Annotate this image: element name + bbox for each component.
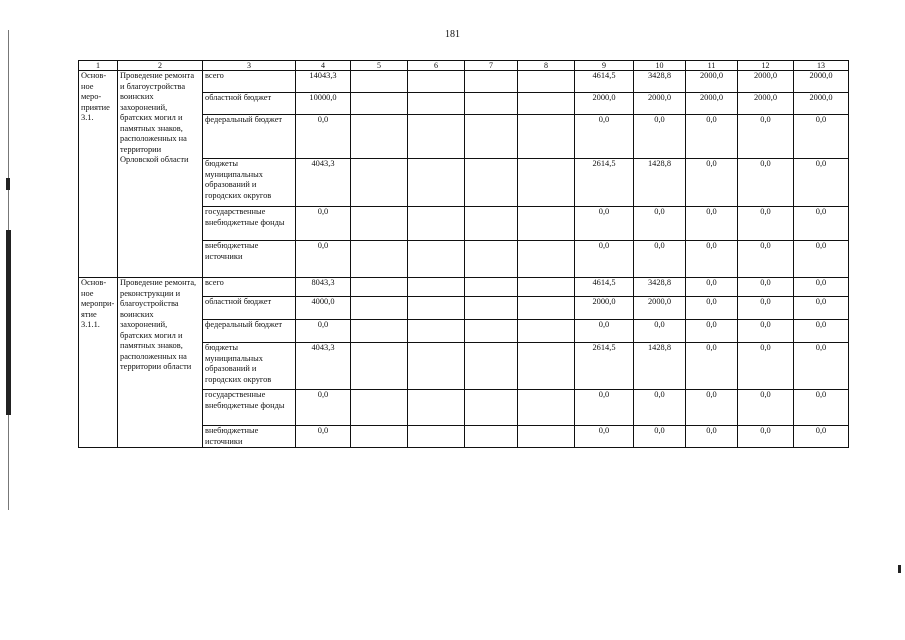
column-number-12: 12	[738, 61, 794, 71]
table-row	[79, 278, 849, 297]
amount-cell-col10: 0,0	[634, 115, 686, 159]
amount-cell-col10: 2000,0	[634, 297, 686, 320]
column-number-13: 13	[794, 61, 849, 71]
amount-cell-col11: 0,0	[686, 426, 738, 448]
amount-cell-col11: 0,0	[686, 278, 738, 297]
amount-cell-col10: 0,0	[634, 241, 686, 278]
amount-cell-col4: 4043,3	[296, 343, 351, 390]
amount-cell-col4: 0,0	[296, 320, 351, 343]
amount-cell-col4: 0,0	[296, 115, 351, 159]
amount-cell-col13: 0,0	[794, 278, 849, 297]
amount-cell-col11: 0,0	[686, 320, 738, 343]
amount-cell-col13: 0,0	[794, 115, 849, 159]
amount-cell-col10: 2000,0	[634, 93, 686, 115]
amount-cell-col6	[408, 115, 465, 159]
amount-cell-col8	[518, 297, 575, 320]
funding-source: федеральный бюджет	[203, 115, 296, 159]
amount-cell-col5	[351, 71, 408, 93]
budget-table	[78, 60, 849, 448]
activity-title: Проведение ремонта и благоустройства воинских захоронений, братских могил и памятных знаков, расположенных на территории Орловской области	[118, 71, 203, 278]
amount-cell-col12: 0,0	[738, 426, 794, 448]
amount-cell-col5	[351, 390, 408, 426]
amount-cell-col5	[351, 343, 408, 390]
amount-cell-col4: 14043,3	[296, 71, 351, 93]
scan-edge-mark	[6, 178, 10, 190]
amount-cell-col10: 3428,8	[634, 71, 686, 93]
amount-cell-col13: 0,0	[794, 241, 849, 278]
amount-cell-col4: 0,0	[296, 426, 351, 448]
activity-code: Основ-ное меропри-ятие 3.1.1.	[79, 278, 118, 448]
activity-title: Проведение ремонта, реконструкции и благоустройства воинских захоронений, братских могил и памятных знаков, расположенных на территории области	[118, 278, 203, 448]
amount-cell-col11: 0,0	[686, 297, 738, 320]
amount-cell-col11: 2000,0	[686, 93, 738, 115]
amount-cell-col4: 0,0	[296, 207, 351, 241]
amount-cell-col11: 0,0	[686, 159, 738, 207]
amount-cell-col9: 0,0	[575, 320, 634, 343]
amount-cell-col12: 0,0	[738, 207, 794, 241]
amount-cell-col11: 2000,0	[686, 71, 738, 93]
amount-cell-col11: 0,0	[686, 207, 738, 241]
amount-cell-col4: 4043,3	[296, 159, 351, 207]
amount-cell-col6	[408, 297, 465, 320]
amount-cell-col6	[408, 93, 465, 115]
amount-cell-col8	[518, 93, 575, 115]
amount-cell-col4: 4000,0	[296, 297, 351, 320]
amount-cell-col5	[351, 93, 408, 115]
amount-cell-col10: 1428,8	[634, 343, 686, 390]
amount-cell-col8	[518, 320, 575, 343]
amount-cell-col10: 1428,8	[634, 159, 686, 207]
amount-cell-col9: 0,0	[575, 207, 634, 241]
amount-cell-col5	[351, 297, 408, 320]
amount-cell-col10: 0,0	[634, 390, 686, 426]
funding-source: областной бюджет	[203, 297, 296, 320]
amount-cell-col6	[408, 320, 465, 343]
amount-cell-col9: 0,0	[575, 390, 634, 426]
amount-cell-col6	[408, 241, 465, 278]
funding-source: бюджеты муниципальных образований и городских округов	[203, 343, 296, 390]
column-number-5: 5	[351, 61, 408, 71]
amount-cell-col9: 2000,0	[575, 93, 634, 115]
amount-cell-col8	[518, 71, 575, 93]
amount-cell-col11: 0,0	[686, 343, 738, 390]
column-number-1: 1	[79, 61, 118, 71]
amount-cell-col12: 0,0	[738, 241, 794, 278]
scan-edge-mark	[898, 565, 901, 573]
amount-cell-col8	[518, 241, 575, 278]
amount-cell-col4: 0,0	[296, 390, 351, 426]
amount-cell-col6	[408, 390, 465, 426]
amount-cell-col12: 0,0	[738, 159, 794, 207]
activity-code: Основ-ное меро-приятие 3.1.	[79, 71, 118, 278]
amount-cell-col7	[465, 241, 518, 278]
amount-cell-col7	[465, 343, 518, 390]
amount-cell-col4: 10000,0	[296, 93, 351, 115]
funding-source: внебюджетные источники	[203, 241, 296, 278]
table-row	[79, 71, 849, 93]
amount-cell-col9: 4614,5	[575, 278, 634, 297]
amount-cell-col7	[465, 71, 518, 93]
column-number-8: 8	[518, 61, 575, 71]
amount-cell-col7	[465, 159, 518, 207]
amount-cell-col13: 0,0	[794, 297, 849, 320]
amount-cell-col11: 0,0	[686, 390, 738, 426]
amount-cell-col6	[408, 71, 465, 93]
amount-cell-col11: 0,0	[686, 115, 738, 159]
amount-cell-col13: 0,0	[794, 426, 849, 448]
amount-cell-col7	[465, 390, 518, 426]
funding-source: федеральный бюджет	[203, 320, 296, 343]
column-number-10: 10	[634, 61, 686, 71]
amount-cell-col8	[518, 426, 575, 448]
amount-cell-col9: 0,0	[575, 426, 634, 448]
amount-cell-col12: 0,0	[738, 115, 794, 159]
amount-cell-col6	[408, 207, 465, 241]
amount-cell-col9: 4614,5	[575, 71, 634, 93]
amount-cell-col7	[465, 278, 518, 297]
column-number-9: 9	[575, 61, 634, 71]
amount-cell-col9: 0,0	[575, 241, 634, 278]
scan-edge-mark	[6, 230, 11, 415]
amount-cell-col7	[465, 320, 518, 343]
amount-cell-col8	[518, 278, 575, 297]
funding-source: бюджеты муниципальных образований и городских округов	[203, 159, 296, 207]
funding-source: всего	[203, 71, 296, 93]
amount-cell-col12: 2000,0	[738, 93, 794, 115]
amount-cell-col8	[518, 159, 575, 207]
amount-cell-col6	[408, 343, 465, 390]
amount-cell-col8	[518, 115, 575, 159]
column-number-7: 7	[465, 61, 518, 71]
amount-cell-col5	[351, 115, 408, 159]
amount-cell-col7	[465, 207, 518, 241]
amount-cell-col12: 0,0	[738, 320, 794, 343]
amount-cell-col12: 0,0	[738, 278, 794, 297]
amount-cell-col12: 0,0	[738, 390, 794, 426]
amount-cell-col13: 0,0	[794, 320, 849, 343]
amount-cell-col6	[408, 278, 465, 297]
amount-cell-col5	[351, 426, 408, 448]
amount-cell-col13: 0,0	[794, 159, 849, 207]
amount-cell-col8	[518, 343, 575, 390]
amount-cell-col11: 0,0	[686, 241, 738, 278]
amount-cell-col13: 0,0	[794, 207, 849, 241]
amount-cell-col7	[465, 115, 518, 159]
amount-cell-col13: 2000,0	[794, 93, 849, 115]
funding-source: внебюджетные источники	[203, 426, 296, 448]
amount-cell-col10: 3428,8	[634, 278, 686, 297]
amount-cell-col6	[408, 159, 465, 207]
amount-cell-col7	[465, 93, 518, 115]
amount-cell-col10: 0,0	[634, 320, 686, 343]
funding-source: государственные внебюджетные фонды	[203, 207, 296, 241]
amount-cell-col4: 8043,3	[296, 278, 351, 297]
amount-cell-col10: 0,0	[634, 207, 686, 241]
amount-cell-col9: 2614,5	[575, 159, 634, 207]
amount-cell-col5	[351, 207, 408, 241]
amount-cell-col13: 2000,0	[794, 71, 849, 93]
column-number-2: 2	[118, 61, 203, 71]
amount-cell-col4: 0,0	[296, 241, 351, 278]
funding-source: всего	[203, 278, 296, 297]
amount-cell-col12: 0,0	[738, 297, 794, 320]
amount-cell-col8	[518, 390, 575, 426]
amount-cell-col12: 0,0	[738, 343, 794, 390]
column-number-11: 11	[686, 61, 738, 71]
amount-cell-col12: 2000,0	[738, 71, 794, 93]
amount-cell-col6	[408, 426, 465, 448]
amount-cell-col9: 2000,0	[575, 297, 634, 320]
amount-cell-col5	[351, 320, 408, 343]
amount-cell-col7	[465, 297, 518, 320]
amount-cell-col7	[465, 426, 518, 448]
amount-cell-col9: 0,0	[575, 115, 634, 159]
amount-cell-col9: 2614,5	[575, 343, 634, 390]
amount-cell-col5	[351, 278, 408, 297]
header-row	[79, 61, 849, 71]
column-number-4: 4	[296, 61, 351, 71]
column-number-6: 6	[408, 61, 465, 71]
funding-source: областной бюджет	[203, 93, 296, 115]
amount-cell-col5	[351, 159, 408, 207]
amount-cell-col8	[518, 207, 575, 241]
amount-cell-col13: 0,0	[794, 343, 849, 390]
page-number: 181	[445, 29, 460, 40]
amount-cell-col5	[351, 241, 408, 278]
column-number-3: 3	[203, 61, 296, 71]
amount-cell-col13: 0,0	[794, 390, 849, 426]
funding-source: государственные внебюджетные фонды	[203, 390, 296, 426]
amount-cell-col10: 0,0	[634, 426, 686, 448]
